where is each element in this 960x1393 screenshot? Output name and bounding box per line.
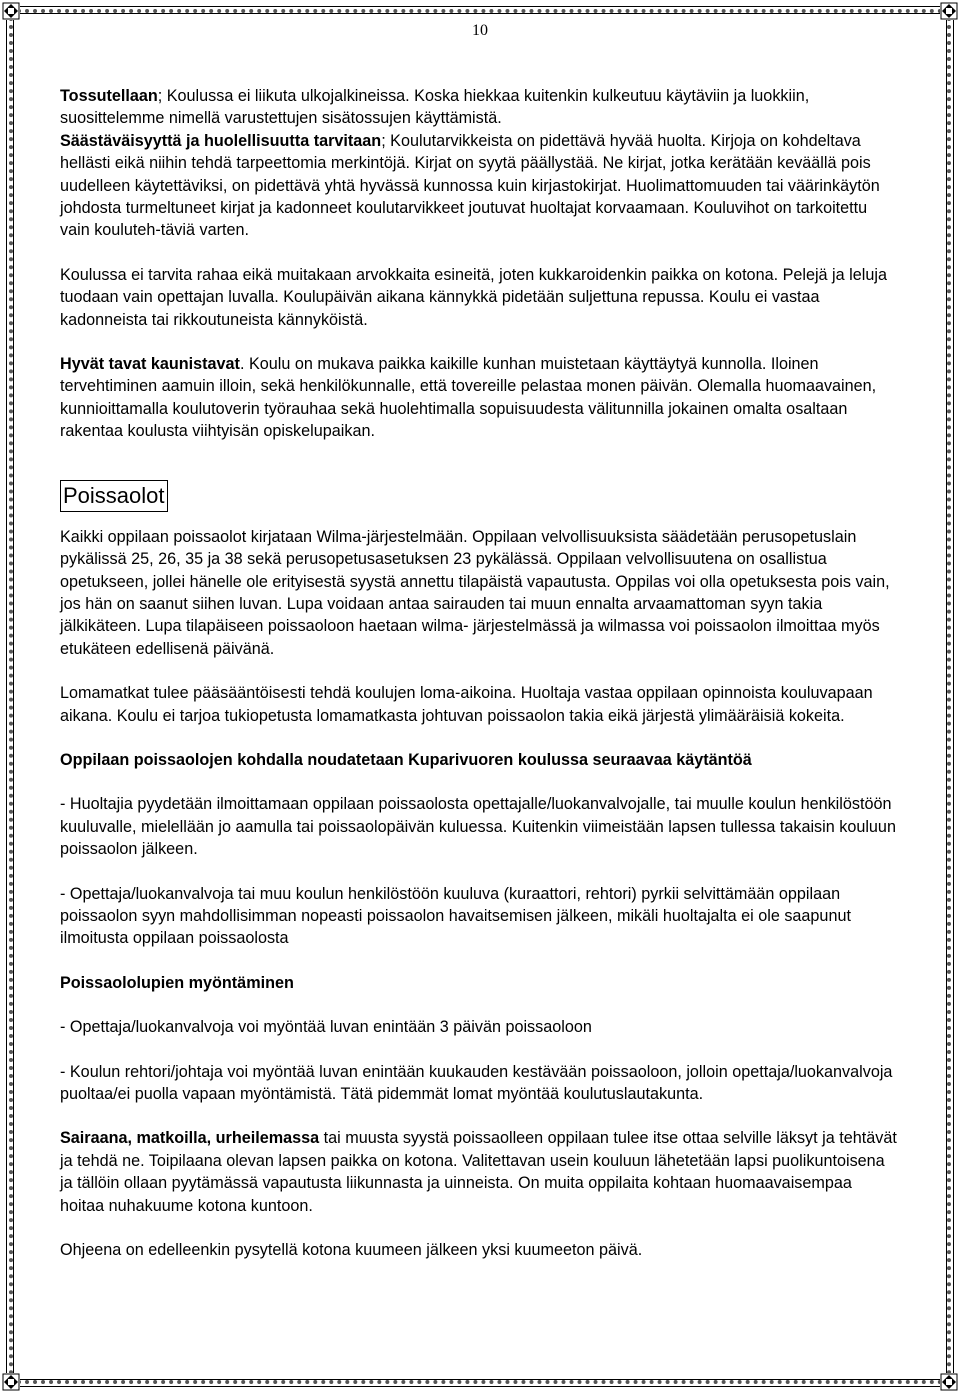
paragraph-fever: Ohjeena on edelleenkin pysytellä kotona kuumeen jälkeen yksi kuumeeton päivä. <box>60 1241 643 1260</box>
list-item: - Opettaja/luokanvalvoja tai muu koulun henkilöstöön kuuluva (kuraattori, rehtori) pyrkii selvittämään oppilaan poissaolon syyn mahdollisimman nopeasti poissaolon havaitsemisen jälkeen, mikäli huoltajalta ei ole saapunut ilmoitusta oppilaan poissaolosta <box>60 884 851 948</box>
border-corner-ornament <box>940 2 958 20</box>
paragraph-lead: Tossutellaan <box>60 87 158 105</box>
border-corner-ornament <box>940 1373 958 1391</box>
paragraph-valuables: Koulussa ei tarvita rahaa eikä muitakaan arvokkaita esineitä, joten kukkaroidenkin paikka on kotona. Pelejä ja leluja tuodaan vain opettajan luvalla. Koulupäivän aikana kännykkä pidetään suljettuna repussa. Koulu ei vastaa kadonneista tai rikkoutuneista kännyköistä. <box>60 265 887 329</box>
subheading-permits: Poissaololupien myöntäminen <box>60 973 294 992</box>
subheading-practice: Oppilaan poissaolojen kohdalla noudatetaan Kuparivuoren koulussa seuraavaa käytäntöä <box>60 750 752 769</box>
paragraph-sick: Sairaana, matkoilla, urheilemassa tai muusta syystä poissaolleen oppilaan tulee itse ottaa selville läksyt ja tehtävät ja tehdä ne. Toipilaana olevan lapsen paikka on kotona. Valitettavan usein kouluun lähetetään lapsi puolikuntoisena ja tällöin ollaan pyytämässä vapautusta liikunnasta ja uinneista. On muita oppilaita kohtaan huomaavaisempaa hoitaa nuhakuume kotona kuntoon. <box>60 1129 897 1215</box>
section-heading-wrap <box>60 462 900 512</box>
paragraph-absences: Kaikki oppilaan poissaolot kirjataan Wilma-järjestelmään. Oppilaan velvollisuuksista säädetään perusopetuslain pykälissä 25, 26, 35 ja 38 sekä perusopetusasetuksen 23 pykälässä. Oppilaan velvollisuutena on osallistua opetukseen, jollei hänelle ole erityisestä syystä annettu tilapäistä vapautusta. Oppilas voi olla opetuksesta pois vain, jos hän on saanut siihen luvan. Lupa voidaan antaa sairauden tai muun ennalta arvaamattoman syyn takia jälkikäteen. Lupa tilapäiseen poissaoloon haetaan wilma- järjestelmässä ja wilmassa voi poissaolon ilmoittaa myös etukäteen edellisenä päivänä. <box>60 527 890 658</box>
list-item: - Koulun rehtori/johtaja voi myöntää luvan enintään kuukauden kestävään poissaoloon, jolloin opettaja/luokanvalvoja puoltaa/ei puolla vapaan myöntämistä. Tätä pidemmät lomat myöntää koulutuslautakunta. <box>60 1062 893 1103</box>
paragraph-lead: Sairaana, matkoilla, urheilemassa <box>60 1129 320 1148</box>
paragraph-manners: Hyvät tavat kaunistavat. Koulu on mukava paikka kaikille kunhan muistetaan käyttäytyä kunnolla. Iloinen tervehtiminen aamuin illoin, sekä henkilökunnalle, että tovereille pelastaa monen päivän. Olemalla huomaavainen, kunnioittamalla koulutoverin työrauhaa sekä huolehtimalla sopuisuudesta välitunnilla jokainen omalta osaltaan rakentaa koulusta viihtyisän opiskelupaikan. <box>60 355 877 441</box>
document-body <box>60 85 900 1261</box>
border-corner-ornament <box>2 2 20 20</box>
paragraph-lead: Hyvät tavat kaunistavat <box>60 355 240 374</box>
paragraph-slippers: Tossutellaan; Koulussa ei liikuta ulkojalkineissa. Koska hiekkaa kuitenkin kulkeutuu käytäviin ja luokkiin, suosittelemme nimellä varustettujen sisätossujen käyttämistä. <box>60 87 810 128</box>
list-item: - Huoltajia pyydetään ilmoittamaan oppilaan poissaolosta opettajalle/luokanvalvojalle, tai muulle koulun henkilöstöön kuuluvalle, mielellään jo aamulla tai poissaolopäivän kuluessa. Kuitenkin viimeistään lapsen tullessa takaisin kouluun poissaolon jälkeen. <box>60 795 896 859</box>
border-corner-ornament <box>2 1373 20 1391</box>
paragraph-thrift: Säästäväisyyttä ja huolellisuutta tarvitaan; Koulutarvikkeista on pidettävä hyvää huolta. Kirjoja on kohdeltava hellästi eikä niihin tehdä tarpeettomia merkintöjä. Kirjat on syytä päällystää. Ne kirjat, jotka kerätään keväällä pois uudelleen käytettäviksi, on pidettävä yhtä hyvässä kunnossa kuin kirjastokirjat. Huolimattomuuden tai väärinkäytön johdosta turmeltuneet kirjat ja kadonneet koulutarvikkeet joutuvat huoltajat korvaamaan. Kouluvihot on tarkoitettu vain kouluteh-täviä varten. <box>60 131 880 240</box>
paragraph-holidays: Lomamatkat tulee pääsääntöisesti tehdä koulujen loma-aikoina. Huoltaja vastaa oppilaan opinnoista kouluvapaan aikana. Koulu ei tarjoa tukiopetusta lomamatkasta johtuvan poissaolon takia eikä järjestä ylimääräisiä kokeita. <box>60 684 873 725</box>
page-number: 10 <box>472 22 488 39</box>
list-item: - Opettaja/luokanvalvoja voi myöntää luvan enintään 3 päivän poissaoloon <box>60 1018 592 1037</box>
paragraph-lead: Säästäväisyyttä ja huolellisuutta tarvitaan <box>60 131 382 150</box>
section-heading: Poissaolot <box>60 480 168 512</box>
